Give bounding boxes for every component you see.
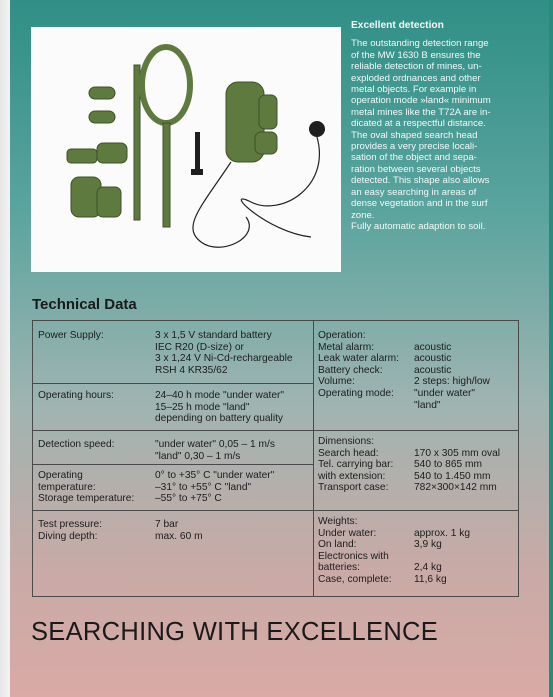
excellent-detection-title: Excellent detection xyxy=(351,20,444,31)
excellent-detection-text: The outstanding detection range of the MW 1630 B ensures the reliable detection of mines, un- exploded ordnances and other metal objects. For example in operation mode »land« minimum metal mines like the T72A are in- dicated at a respectful distance. The oval shaped search head provides a very precise locali- sation of the object and sepa- ration between several objects detected. This shape also allows an easy searching in areas of dense vegetation and in the surf zone. Fully automatic adaption to soil. xyxy=(351,38,491,232)
slogan: SEARCHING WITH EXCELLENCE xyxy=(31,618,439,646)
technical-data-title: Technical Data xyxy=(32,296,137,313)
spec-temperature xyxy=(33,465,314,511)
technical-data-table xyxy=(32,320,519,597)
spec-label: Detection speed: xyxy=(38,439,115,450)
page-left-edge xyxy=(0,0,10,697)
page-right-edge xyxy=(549,0,553,697)
spec-label: Power Supply: xyxy=(38,330,104,341)
spec-label: Operation: Metal alarm: Leak water alarm: Battery check: Volume: Operating mode: xyxy=(318,330,399,399)
spec-label: Weights: Under water: On land: Electronics with batteries: Case, complete: xyxy=(318,516,392,585)
spec-value: "under water" 0,05 – 1 m/s "land" 0,30 – 1 m/s xyxy=(155,439,275,462)
spec-value: acoustic acoustic acoustic 2 steps: high/low "under water" "land" xyxy=(414,341,490,411)
product-photo xyxy=(31,27,341,272)
spec-pressure-depth xyxy=(33,511,314,597)
spec-value: approx. 1 kg 3,9 kg 2,4 kg 11,6 kg xyxy=(414,527,471,585)
spec-value: 0° to +35° C "under water" –31° to +55° C "land" –55° to +75° C xyxy=(155,470,275,505)
spec-label: Operating hours: xyxy=(38,390,114,401)
spec-value: 170 x 305 mm oval 540 to 865 mm 540 to 1.450 mm 782×300×142 mm xyxy=(414,447,501,494)
spec-value: 7 bar max. 60 m xyxy=(155,519,203,542)
spec-power-supply xyxy=(33,321,314,384)
spec-detection-speed xyxy=(33,431,314,465)
spec-label: Test pressure: Diving depth: xyxy=(38,519,102,542)
spec-value: 24–40 h mode "under water" 15–25 h mode "land" depending on battery quality xyxy=(155,390,285,425)
spec-operating-hours xyxy=(33,384,314,431)
spec-dimensions xyxy=(314,431,519,511)
spec-weights xyxy=(314,511,519,597)
spec-label: Operating temperature: Storage temperature: xyxy=(38,470,135,505)
spec-operation xyxy=(314,321,519,431)
excellent-detection-section xyxy=(351,20,536,232)
spec-value: 3 x 1,5 V standard battery IEC R20 (D-size) or 3 x 1,24 V Ni-Cd-rechargeable RSH 4 KR35/62 xyxy=(155,330,293,376)
spec-label: Dimensions: Search head: Tel. carrying bar: with extension: Transport case: xyxy=(318,436,394,494)
